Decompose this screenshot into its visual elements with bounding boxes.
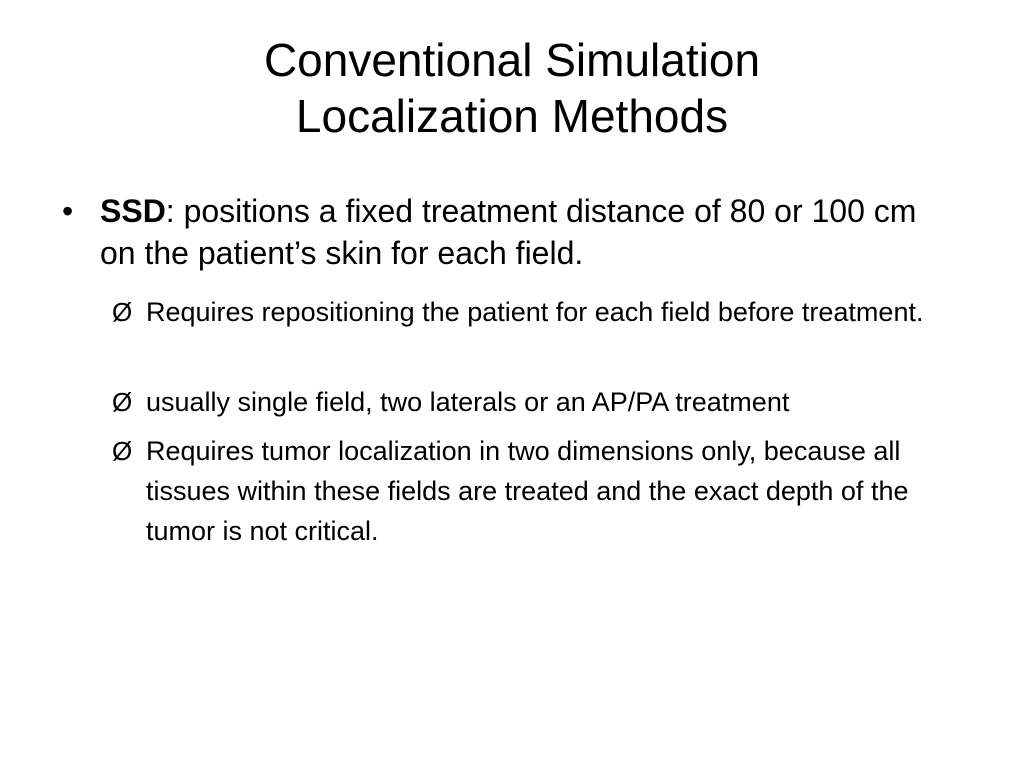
bullet-ssd-description: : positions a fixed treatment distance of 80 or 100 cm on the patient’s skin for each field.: [100, 193, 917, 271]
slide-title-line-1: Conventional Simulation: [263, 34, 761, 86]
slide-title: [60, 32, 964, 144]
sub-bullet-localization-text: Requires tumor localization in two dimensions only, because all tissues within these fields are treated and the exact depth of the tumor is not critical.: [146, 436, 909, 546]
arrow-bullet-icon: Ø: [112, 436, 133, 466]
arrow-bullet-icon: Ø: [112, 297, 133, 327]
sub-bullet-repositioning-text: Requires repositioning the patient for each field before treatment.: [146, 297, 924, 327]
sub-bullet-field-types-text: usually single field, two laterals or an AP/PA treatment: [146, 387, 790, 417]
bullet-ssd-text: [100, 190, 960, 274]
arrow-bullet-icon: Ø: [112, 387, 133, 417]
slide-title-line-2: Localization Methods: [295, 90, 729, 142]
bullet-ssd-term: SSD: [100, 193, 166, 229]
bullet-dot-icon: •: [62, 193, 74, 229]
